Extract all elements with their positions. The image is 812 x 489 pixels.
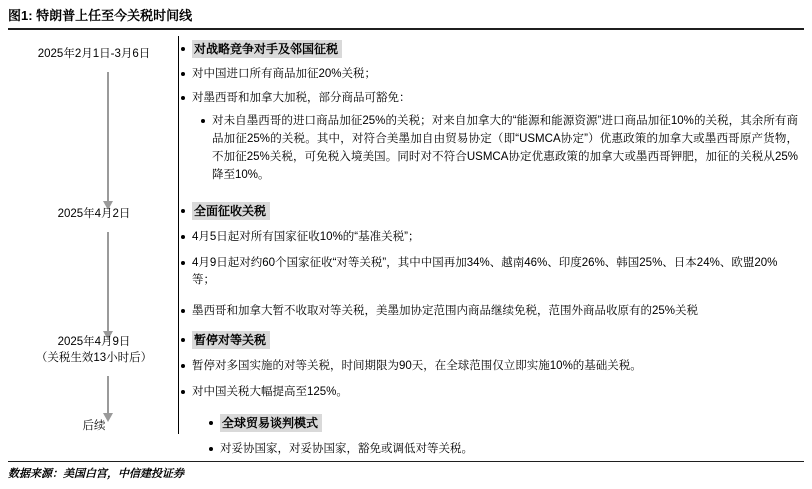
bullet-dot-icon	[181, 338, 185, 342]
timeline-node-1-label: 2025年2月1日-3月6日	[37, 48, 151, 60]
bullet-dot-icon	[181, 235, 185, 239]
section-1-subbullet-1-text: 对未自墨西哥的进口商品加征25%的关税；对来自加拿大的“能源和能源资源”进口商品加征10%的关税，其余所有商品加征25%的关税。其中，对符合美墨加自由贸易协定（即“USMCA协定”）优惠政策的加拿大或墨西哥原产货物，不加征25%关税，可免税入境美国。同时对不符合USMCA协定优惠政策的加拿大或墨西哥钾肥，加征的关税从25%降至10%。	[212, 115, 798, 181]
section-3-bullet-1-text: 暂停对多国实施的对等关税，时间期限为90天，在全球范围仅立即实施10%的基础关税。	[192, 360, 642, 372]
section-2	[178, 202, 798, 320]
figure-footer-bar	[8, 461, 804, 483]
section-1-bullet-2	[178, 90, 798, 107]
section-2-bullet-2	[178, 255, 798, 289]
timeline-node-4	[10, 418, 178, 434]
timeline-node-3-label: 2025年4月9日	[57, 336, 131, 348]
section-4-header: 全球贸易谈判模式	[220, 414, 322, 432]
section-1-bullet-2-text: 对墨西哥和加拿大加税，部分商品可豁免：	[192, 92, 411, 104]
section-3	[178, 331, 798, 401]
section-2-bullet-3	[178, 303, 798, 320]
page-title: 图1: 特朗普上任至今关税时间线	[8, 8, 193, 23]
section-1-subbullet-1	[178, 112, 798, 184]
section-4-bullet-1-text: 对妥协国家，对妥协国家，豁免或调低对等关税。	[220, 443, 473, 455]
section-1-header-row	[178, 40, 798, 58]
timeline-node-4-label: 后续	[82, 420, 106, 432]
bullet-dot-icon	[201, 119, 205, 123]
bullet-dot-icon	[181, 364, 185, 368]
timeline-node-3	[10, 334, 178, 366]
bullet-dot-icon	[209, 447, 213, 451]
bullet-dot-icon	[181, 390, 185, 394]
section-3-header-row	[178, 331, 798, 349]
source-note: 数据来源：美国白宫，中信建投证券	[8, 468, 184, 480]
bullet-dot-icon	[181, 261, 185, 265]
section-3-bullet-2	[178, 384, 798, 401]
timeline-node-2-label: 2025年4月2日	[57, 208, 131, 220]
section-2-bullet-1	[178, 229, 798, 246]
section-4-bullet-1	[206, 441, 812, 458]
timeline-node-3-sublabel: （关税生效13小时后）	[35, 352, 153, 364]
bullet-dot-icon	[209, 421, 213, 425]
timeline-arrow-2	[107, 232, 109, 332]
timeline-arrow-3	[107, 376, 109, 414]
section-2-header-row	[178, 202, 798, 220]
section-4-header-row	[206, 414, 812, 432]
bullet-dot-icon	[181, 96, 185, 100]
timeline-column	[10, 36, 178, 436]
timeline-arrow-1	[107, 72, 109, 202]
figure-title-bar	[8, 6, 804, 30]
timeline-node-2	[10, 206, 178, 222]
bullet-dot-icon	[181, 72, 185, 76]
section-3-header: 暂停对等关税	[192, 331, 270, 349]
section-1-bullet-1	[178, 66, 798, 83]
section-2-bullet-3-text: 墨西哥和加拿大暂不收取对等关税，美墨加协定范围内商品继续免税，范围外商品收原有的25%关税	[192, 305, 699, 317]
bullet-dot-icon	[181, 209, 185, 213]
section-1-header: 对战略竞争对手及邻国征税	[192, 40, 342, 58]
section-2-bullet-2-text: 4月9日起对约60个国家征收“对等关税”，其中中国再加34%、越南46%、印度26%、韩国25%、日本24%、欧盟20%等；	[192, 257, 778, 286]
section-1	[178, 40, 798, 184]
timeline-node-1	[10, 46, 178, 62]
bullet-dot-icon	[181, 309, 185, 313]
section-2-header: 全面征收关税	[192, 202, 270, 220]
bullet-dot-icon	[181, 47, 185, 51]
section-2-bullet-1-text: 4月5日起对所有国家征收10%的“基准关税”；	[192, 231, 420, 243]
section-1-bullet-1-text: 对中国进口所有商品加征20%关税；	[192, 68, 377, 80]
section-3-bullet-1	[178, 358, 798, 375]
section-4	[178, 414, 812, 458]
section-3-bullet-2-text: 对中国关税大幅提高至125%。	[192, 386, 348, 398]
